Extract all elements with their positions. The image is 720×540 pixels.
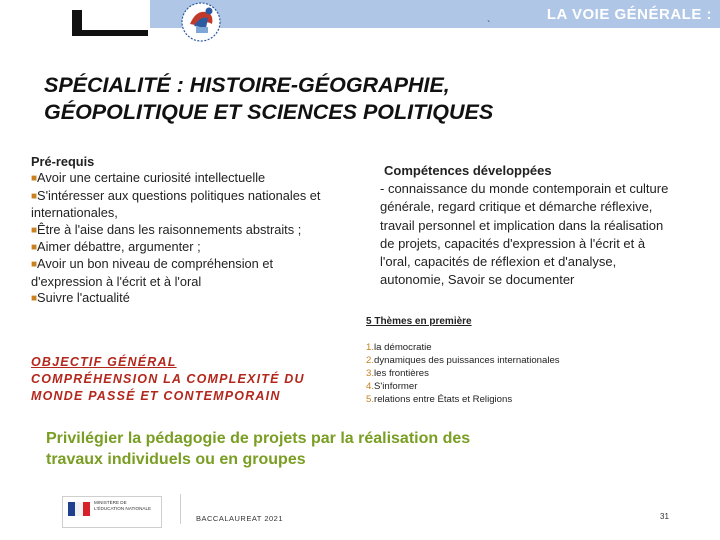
ministry-name: MINISTÈRE DE L'ÉDUCATION NATIONALE [94, 500, 152, 511]
footer-divider [180, 494, 181, 524]
emphasis-text: Privilégier la pédagogie de projets par la réalisation des travaux individuels ou en groupes [46, 430, 471, 468]
bullet-icon: ■ [31, 190, 38, 202]
page-title-line: SPÉCIALITÉ : HISTOIRE-GÉOGRAPHIE, [44, 73, 450, 97]
objective-text: MONDE PASSÉ ET CONTEMPORAIN [31, 389, 281, 403]
prerequisite-item: ■S'intéresser aux questions politiques nationales et internationales, [31, 187, 321, 221]
school-emblem-icon [176, 0, 226, 44]
theme-item: 2.dynamiques des puissances internationales [366, 355, 560, 366]
themes-heading: 5 Thèmes en première [366, 316, 472, 327]
skills-block [380, 162, 670, 289]
prerequisite-item: ■Avoir un bon niveau de compréhension et d'expression à l'écrit et à l'oral [31, 256, 274, 289]
prerequisite-item: ■Suivre l'actualité [31, 290, 130, 306]
skills-text: - connaissance du monde contemporain et culture générale, regard critique et démarche réflexive, travail personnel et implication dans la réalisation de projets, capacités d'expression à l'écrit et à l'oral, capacités de réflexion et d'analyse, autonomie, Savoir se documenter [380, 181, 669, 288]
section-title: LA VOIE GÉNÉRALE : [546, 6, 712, 23]
theme-item: 3.les frontières [366, 368, 429, 379]
page-number: 31 [660, 512, 669, 521]
ministry-logo [62, 496, 162, 528]
footer-label: BACCALAUREAT 2021 [196, 514, 284, 523]
objective-heading: OBJECTIF GÉNÉRAL [31, 355, 177, 369]
prerequisites-block [31, 154, 331, 308]
theme-item: 1.la démocratie [366, 342, 432, 353]
theme-item: 4.S'informer [366, 381, 418, 392]
bullet-icon: ■ [31, 173, 38, 185]
prerequisite-item: ■Être à l'aise dans les raisonnements abstraits ; [31, 221, 302, 237]
bullet-icon: ■ [31, 293, 38, 305]
prerequisite-item: ■Avoir une certaine curiosité intellectuelle [31, 170, 266, 186]
prerequisites-heading: Pré-requis [31, 154, 95, 169]
header-mark: ` [487, 20, 491, 31]
themes-list [366, 341, 560, 406]
page-title [44, 72, 694, 126]
bullet-icon: ■ [31, 259, 38, 271]
bullet-icon: ■ [31, 224, 38, 236]
objective-block [31, 354, 361, 405]
skills-heading: Compétences développées [384, 163, 552, 178]
page-title-line: GÉOPOLITIQUE ET SCIENCES POLITIQUES [44, 100, 494, 124]
theme-item: 5.relations entre États et Religions [366, 394, 513, 405]
prerequisite-item: ■Aimer débattre, argumenter ; [31, 239, 201, 255]
french-flag-icon [68, 502, 90, 516]
corner-logo [72, 10, 148, 36]
bullet-icon: ■ [31, 242, 38, 254]
objective-text: COMPRÉHENSION LA COMPLEXITÉ DU [31, 372, 305, 386]
